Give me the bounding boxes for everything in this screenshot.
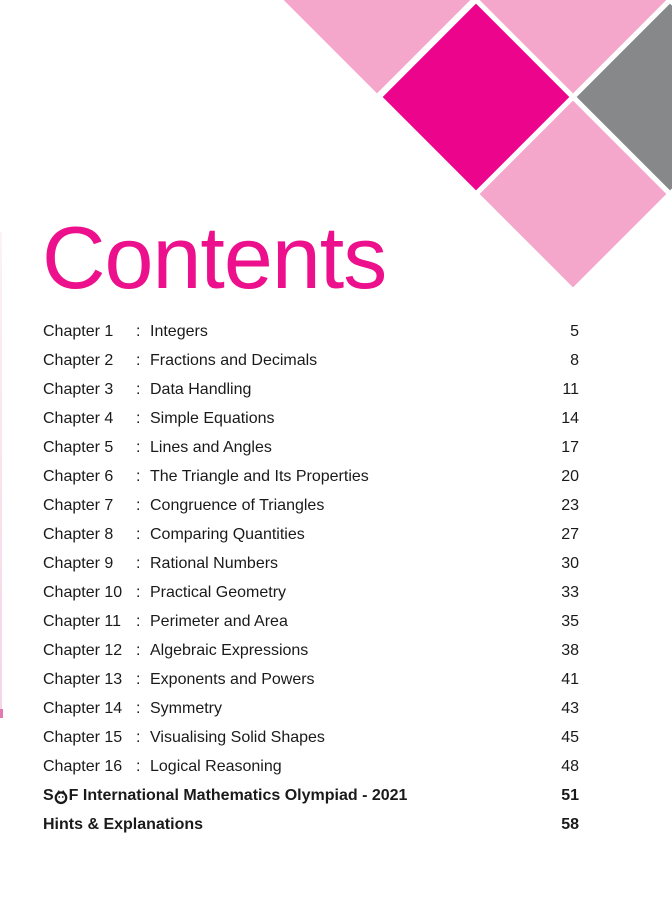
chapter-page-number: 38 [561, 642, 579, 659]
chapter-page-number: 8 [570, 352, 579, 369]
sof-row-text: F International Mathematics Olympiad - 2021 [68, 787, 408, 804]
chapter-label: Chapter 13 [43, 671, 123, 688]
toc-row [43, 752, 579, 781]
special-row-label [43, 781, 549, 810]
chapter-label: Chapter 12 [43, 642, 123, 659]
table-of-contents [43, 317, 579, 839]
sof-owl-logo-icon [54, 789, 68, 805]
chapter-title: Data Handling [150, 381, 252, 398]
chapter-separator: : [136, 758, 141, 775]
chapter-label: Chapter 8 [43, 526, 114, 543]
toc-row [43, 578, 579, 607]
chapter-page-number: 11 [562, 381, 579, 398]
toc-row [43, 317, 579, 346]
chapter-separator: : [136, 613, 141, 630]
chapter-page-number: 17 [561, 439, 579, 456]
chapter-page-number: 43 [561, 700, 579, 717]
chapter-separator: : [136, 700, 141, 717]
chapter-title: Lines and Angles [150, 439, 272, 456]
chapter-label: Chapter 1 [43, 323, 114, 340]
toc-special-row [43, 810, 579, 839]
special-row-page-number: 58 [561, 816, 579, 833]
chapter-page-number: 33 [561, 584, 579, 601]
toc-row [43, 723, 579, 752]
chapter-title: Simple Equations [150, 410, 275, 427]
chapter-page-number: 35 [561, 613, 579, 630]
chapter-label: Chapter 3 [43, 381, 114, 398]
toc-row [43, 462, 579, 491]
chapter-title: Logical Reasoning [150, 758, 282, 775]
chapter-page-number: 30 [561, 555, 579, 572]
chapter-page-number: 23 [561, 497, 579, 514]
chapter-separator: : [136, 671, 141, 688]
chapter-separator: : [136, 381, 141, 398]
chapter-separator: : [136, 323, 141, 340]
chapter-label: Chapter 7 [43, 497, 114, 514]
chapter-label: Chapter 5 [43, 439, 114, 456]
chapter-title: Practical Geometry [150, 584, 287, 601]
chapter-label: Chapter 11 [43, 613, 121, 630]
chapter-separator: : [136, 468, 141, 485]
chapter-separator: : [136, 439, 141, 456]
chapter-separator: : [136, 410, 141, 427]
chapter-label: Chapter 15 [43, 729, 123, 746]
sof-s-letter: S [43, 787, 54, 804]
toc-row [43, 665, 579, 694]
chapter-page-number: 20 [561, 468, 579, 485]
chapter-title: Algebraic Expressions [150, 642, 309, 659]
chapter-page-number: 45 [561, 729, 579, 746]
chapter-page-number: 14 [561, 410, 579, 427]
chapter-page-number: 27 [561, 526, 579, 543]
chapter-title: Perimeter and Area [150, 613, 288, 630]
chapter-label: Chapter 14 [43, 700, 123, 717]
chapter-title: Fractions and Decimals [150, 352, 318, 369]
page-edge-artifact [0, 232, 2, 714]
chapter-page-number: 5 [570, 323, 579, 340]
chapter-separator: : [136, 555, 141, 572]
toc-row [43, 375, 579, 404]
toc-row [43, 404, 579, 433]
toc-special-row [43, 781, 579, 810]
toc-row [43, 636, 579, 665]
toc-row [43, 491, 579, 520]
chapter-separator: : [136, 352, 141, 369]
toc-row [43, 346, 579, 375]
chapter-title: Exponents and Powers [150, 671, 315, 688]
chapter-separator: : [136, 526, 141, 543]
chapter-separator: : [136, 497, 141, 514]
page-edge-artifact-dot [0, 709, 3, 718]
chapter-title: Rational Numbers [150, 555, 279, 572]
chapter-title: Congruence of Triangles [150, 497, 325, 514]
special-row-page-number: 51 [561, 787, 579, 804]
chapter-title: Integers [150, 323, 208, 340]
chapter-label: Chapter 6 [43, 468, 114, 485]
chapter-separator: : [136, 642, 141, 659]
chapter-page-number: 48 [561, 758, 579, 775]
chapter-page-number: 41 [561, 671, 579, 688]
chapter-label: Chapter 2 [43, 352, 114, 369]
toc-row [43, 549, 579, 578]
chapter-label: Chapter 10 [43, 584, 123, 601]
chapter-label: Chapter 4 [43, 410, 114, 427]
toc-row [43, 520, 579, 549]
toc-row [43, 607, 579, 636]
chapter-title: Comparing Quantities [150, 526, 305, 543]
chapter-separator: : [136, 729, 141, 746]
page-title: Contents [42, 208, 387, 307]
chapter-separator: : [136, 584, 141, 601]
chapter-title: Symmetry [150, 700, 222, 717]
toc-row [43, 694, 579, 723]
chapter-label: Chapter 16 [43, 758, 123, 775]
special-row-label: Hints & Explanations [43, 816, 204, 833]
chapter-title: The Triangle and Its Properties [150, 468, 369, 485]
chapter-label: Chapter 9 [43, 555, 114, 572]
chapter-title: Visualising Solid Shapes [150, 729, 325, 746]
toc-row [43, 433, 579, 462]
